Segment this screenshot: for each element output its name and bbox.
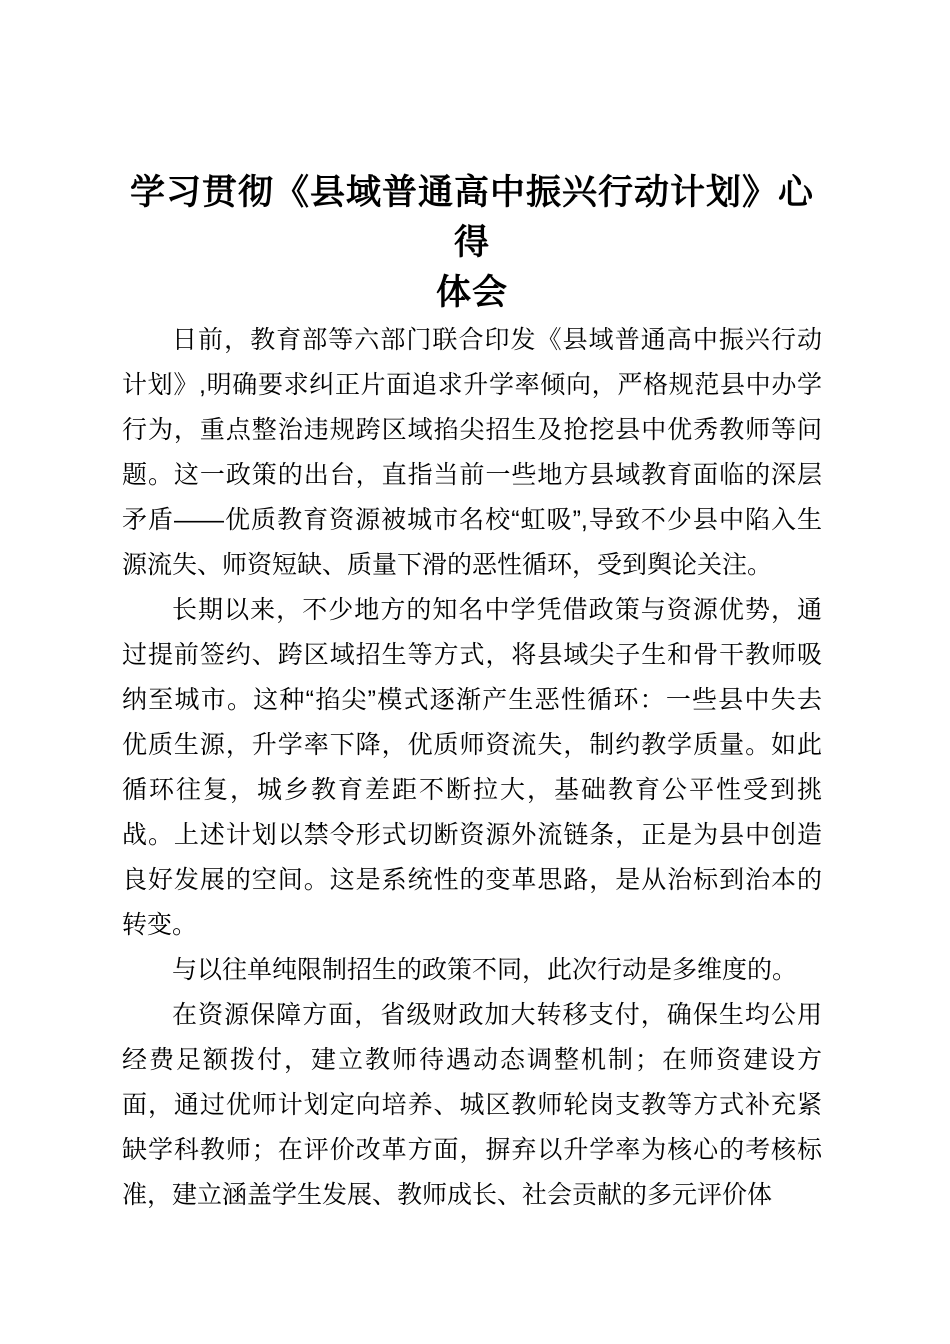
text-line: 源流失、师资短缺、质量下滑的恶性循环，受到舆论关注。 — [122, 551, 773, 579]
text-line: 经费足额拨付，建立教师待遇动态调整机制；在师资建设方 — [122, 1046, 822, 1074]
document-title — [122, 168, 822, 318]
text-line: 面，通过优师计划定向培养、城区教师轮岗支教等方式补充紧 — [122, 1091, 822, 1119]
text-line: 缺学科教师；在评价改革方面，摒弃以升学率为核心的考核标 — [122, 1136, 822, 1164]
text-line: 题。这一政策的出台，直指当前一些地方县域教育面临的深层 — [122, 461, 822, 489]
title-line-1: 学习贯彻《县域普通高中振兴行动计划》心得 — [129, 173, 814, 262]
text-line: 行为，重点整治违规跨区域掐尖招生及抢挖县中优秀教师等问 — [122, 416, 822, 444]
text-line: 良好发展的空间。这是系统性的变革思路，是从治标到治本的 — [122, 866, 822, 894]
text-line: 在资源保障方面，省级财政加大转移支付，确保生均公用 — [172, 1001, 822, 1029]
paragraph — [122, 948, 822, 993]
text-line: 准，建立涵盖学生发展、教师成长、社会贡献的多元评价体 — [122, 1181, 773, 1209]
text-line: 转变。 — [122, 911, 198, 939]
text-line: 战。上述计划以禁令形式切断资源外流链条，正是为县中创造 — [122, 821, 822, 849]
paragraph — [122, 588, 822, 948]
text-line: 日前，教育部等六部门联合印发《县域普通高中振兴行动 — [172, 326, 822, 354]
text-line: 过提前签约、跨区域招生等方式，将县域尖子生和骨干教师吸 — [122, 641, 822, 669]
text-line: 与以往单纯限制招生的政策不同，此次行动是多维度的。 — [172, 956, 798, 984]
text-line: 循环往复，城乡教育差距不断拉大，基础教育公平性受到挑 — [122, 776, 822, 804]
paragraph — [122, 318, 822, 588]
text-line: 优质生源，升学率下降，优质师资流失，制约教学质量。如此 — [122, 731, 822, 759]
paragraph — [122, 993, 822, 1218]
document-body — [122, 318, 822, 1218]
text-line: 纳至城市。这种“掐尖”模式逐渐产生恶性循环：一些县中失去 — [122, 686, 822, 714]
text-line: 计划》,明确要求纠正片面追求升学率倾向，严格规范县中办学 — [122, 371, 822, 399]
title-line-2: 体会 — [435, 273, 508, 312]
text-line: 矛盾——优质教育资源被城市名校“虹吸”,导致不少县中陷入生 — [122, 506, 822, 534]
text-line: 长期以来，不少地方的知名中学凭借政策与资源优势，通 — [172, 596, 822, 624]
